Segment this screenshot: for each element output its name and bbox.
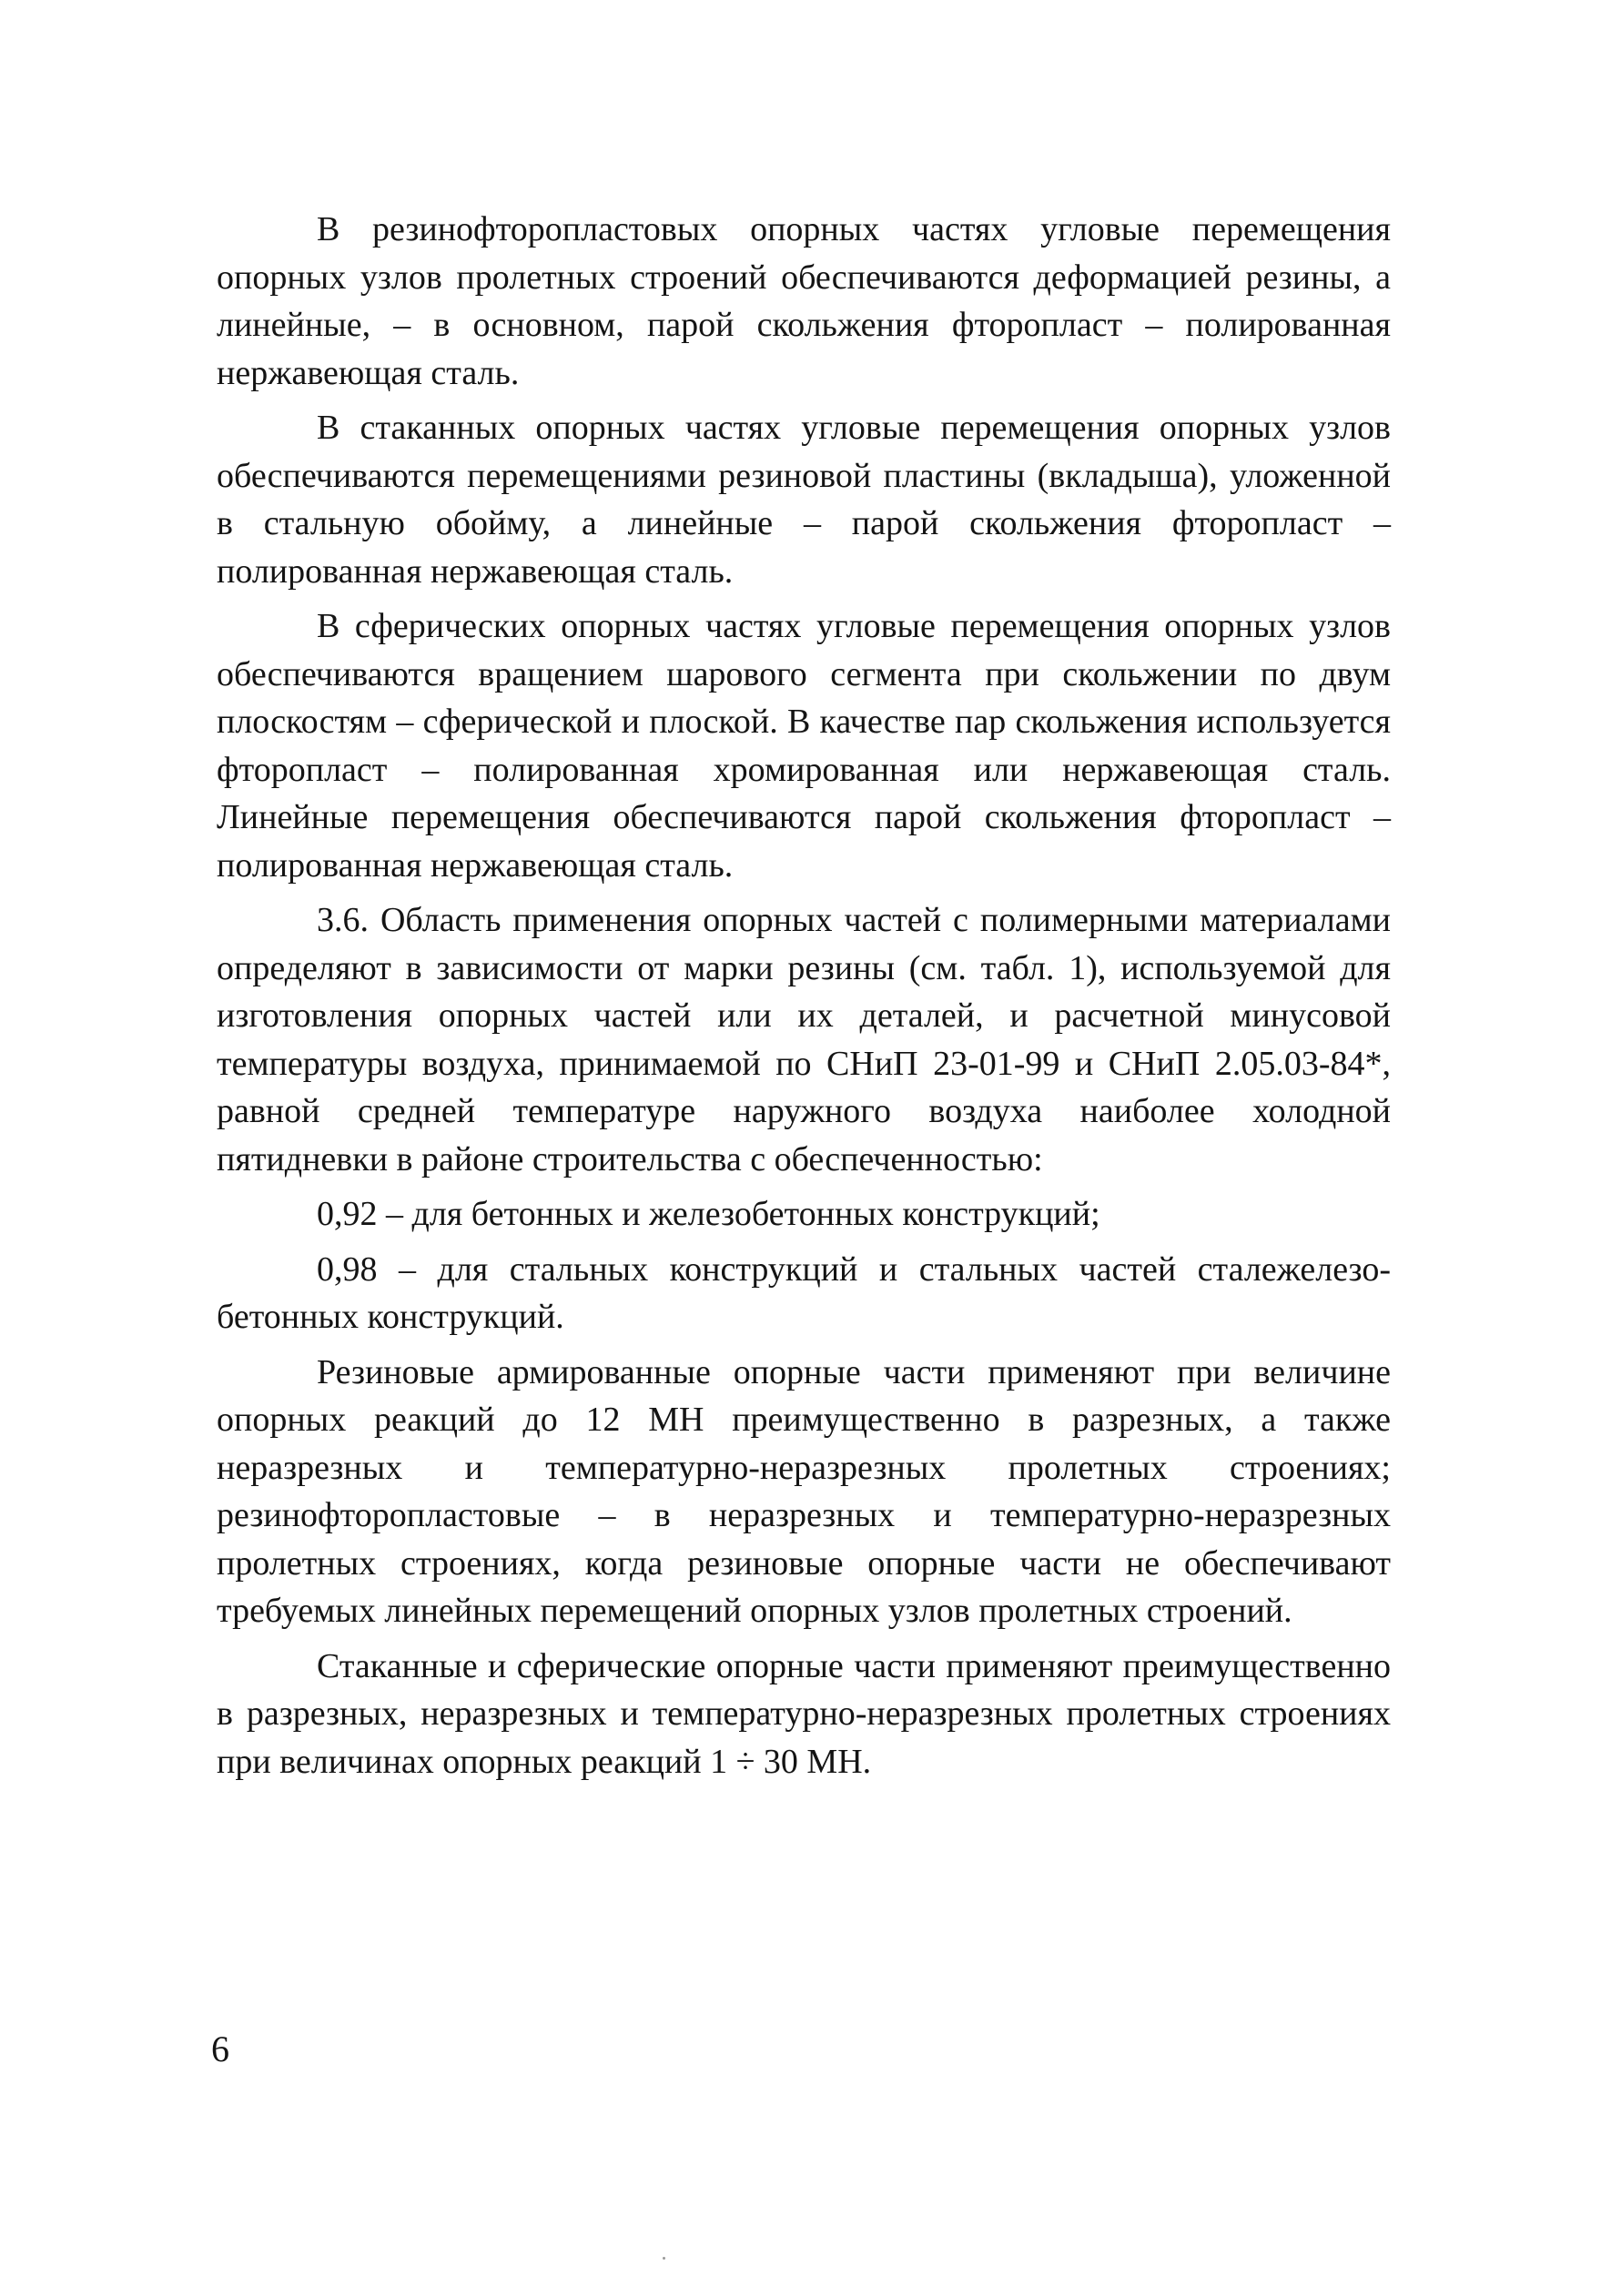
paragraph-pot-bearings: В стаканных опорных частях угловые перемещения опорных узлов обеспечиваются перемещениями резиновой пластины (вкладыша), уложенной в стальную обойму, а линейные – парой скольжения фторопласт – полированная нержавеющая сталь. — [217, 409, 1391, 591]
page-number: 6 — [211, 2028, 229, 2069]
paragraph-coefficient-steel: 0,98 – для стальных конструкций и стальных частей сталежелезо-бетонных конструкций. — [217, 1249, 1391, 1336]
body-text — [217, 206, 1391, 1785]
paragraph-coefficient-concrete: 0,92 – для бетонных и железобетонных конструкций; — [317, 1195, 1100, 1233]
paragraph-rubber-reinforced-bearings: Резиновые армированные опорные части применяют при величине опорных реакций до 12 МН преимущественно в разрезных, а также неразрезных и температурно-неразрезных пролетных строениях; резинофторопластовые – в неразрезных и температурно-неразрезных пролетных строениях, когда резиновые опорные части не обеспечивают требуемых линейных перемещений опорных узлов пролетных строений. — [217, 1352, 1391, 1630]
scan-speck — [663, 2257, 665, 2260]
paragraph-rubber-ptfe-bearings: В резинофторопластовых опорных частях угловые перемещения опорных узлов пролетных строений обеспечиваются деформацией резины, а линейные, – в основном, парой скольжения фторопласт – полированная нержавеющая сталь. — [217, 210, 1391, 392]
paragraph-spherical-bearings: В сферических опорных частях угловые перемещения опорных узлов обеспечиваются вращением шарового сегмента при скольжении по двум плоскостям – сферической и плоской. В качестве пар скольжения используется фторопласт – полированная хромированная или нержавеющая сталь. Линейные перемещения обеспечиваются парой скольжения фторопласт – полированная нержавеющая сталь. — [217, 607, 1391, 885]
paragraph-section-3-6: 3.6. Область применения опорных частей с полимерными материалами определяют в зависимости от марки резины (см. табл. 1), используемой для изготовления опорных частей или их деталей, и расчетной минусовой температуры воздуха, принимаемой по СНиП 23-01-99 и СНиП 2.05.03-84*, равной средней температуре наружного воздуха наиболее холодной пятидневки в районе строительства с обеспеченностью: — [217, 901, 1391, 1178]
paragraph-pot-spherical-application: Стаканные и сферические опорные части применяют преимущественно в разрезных, неразрезных и температурно-неразрезных пролетных строениях при величинах опорных реакций 1 ÷ 30 МН. — [217, 1646, 1391, 1781]
